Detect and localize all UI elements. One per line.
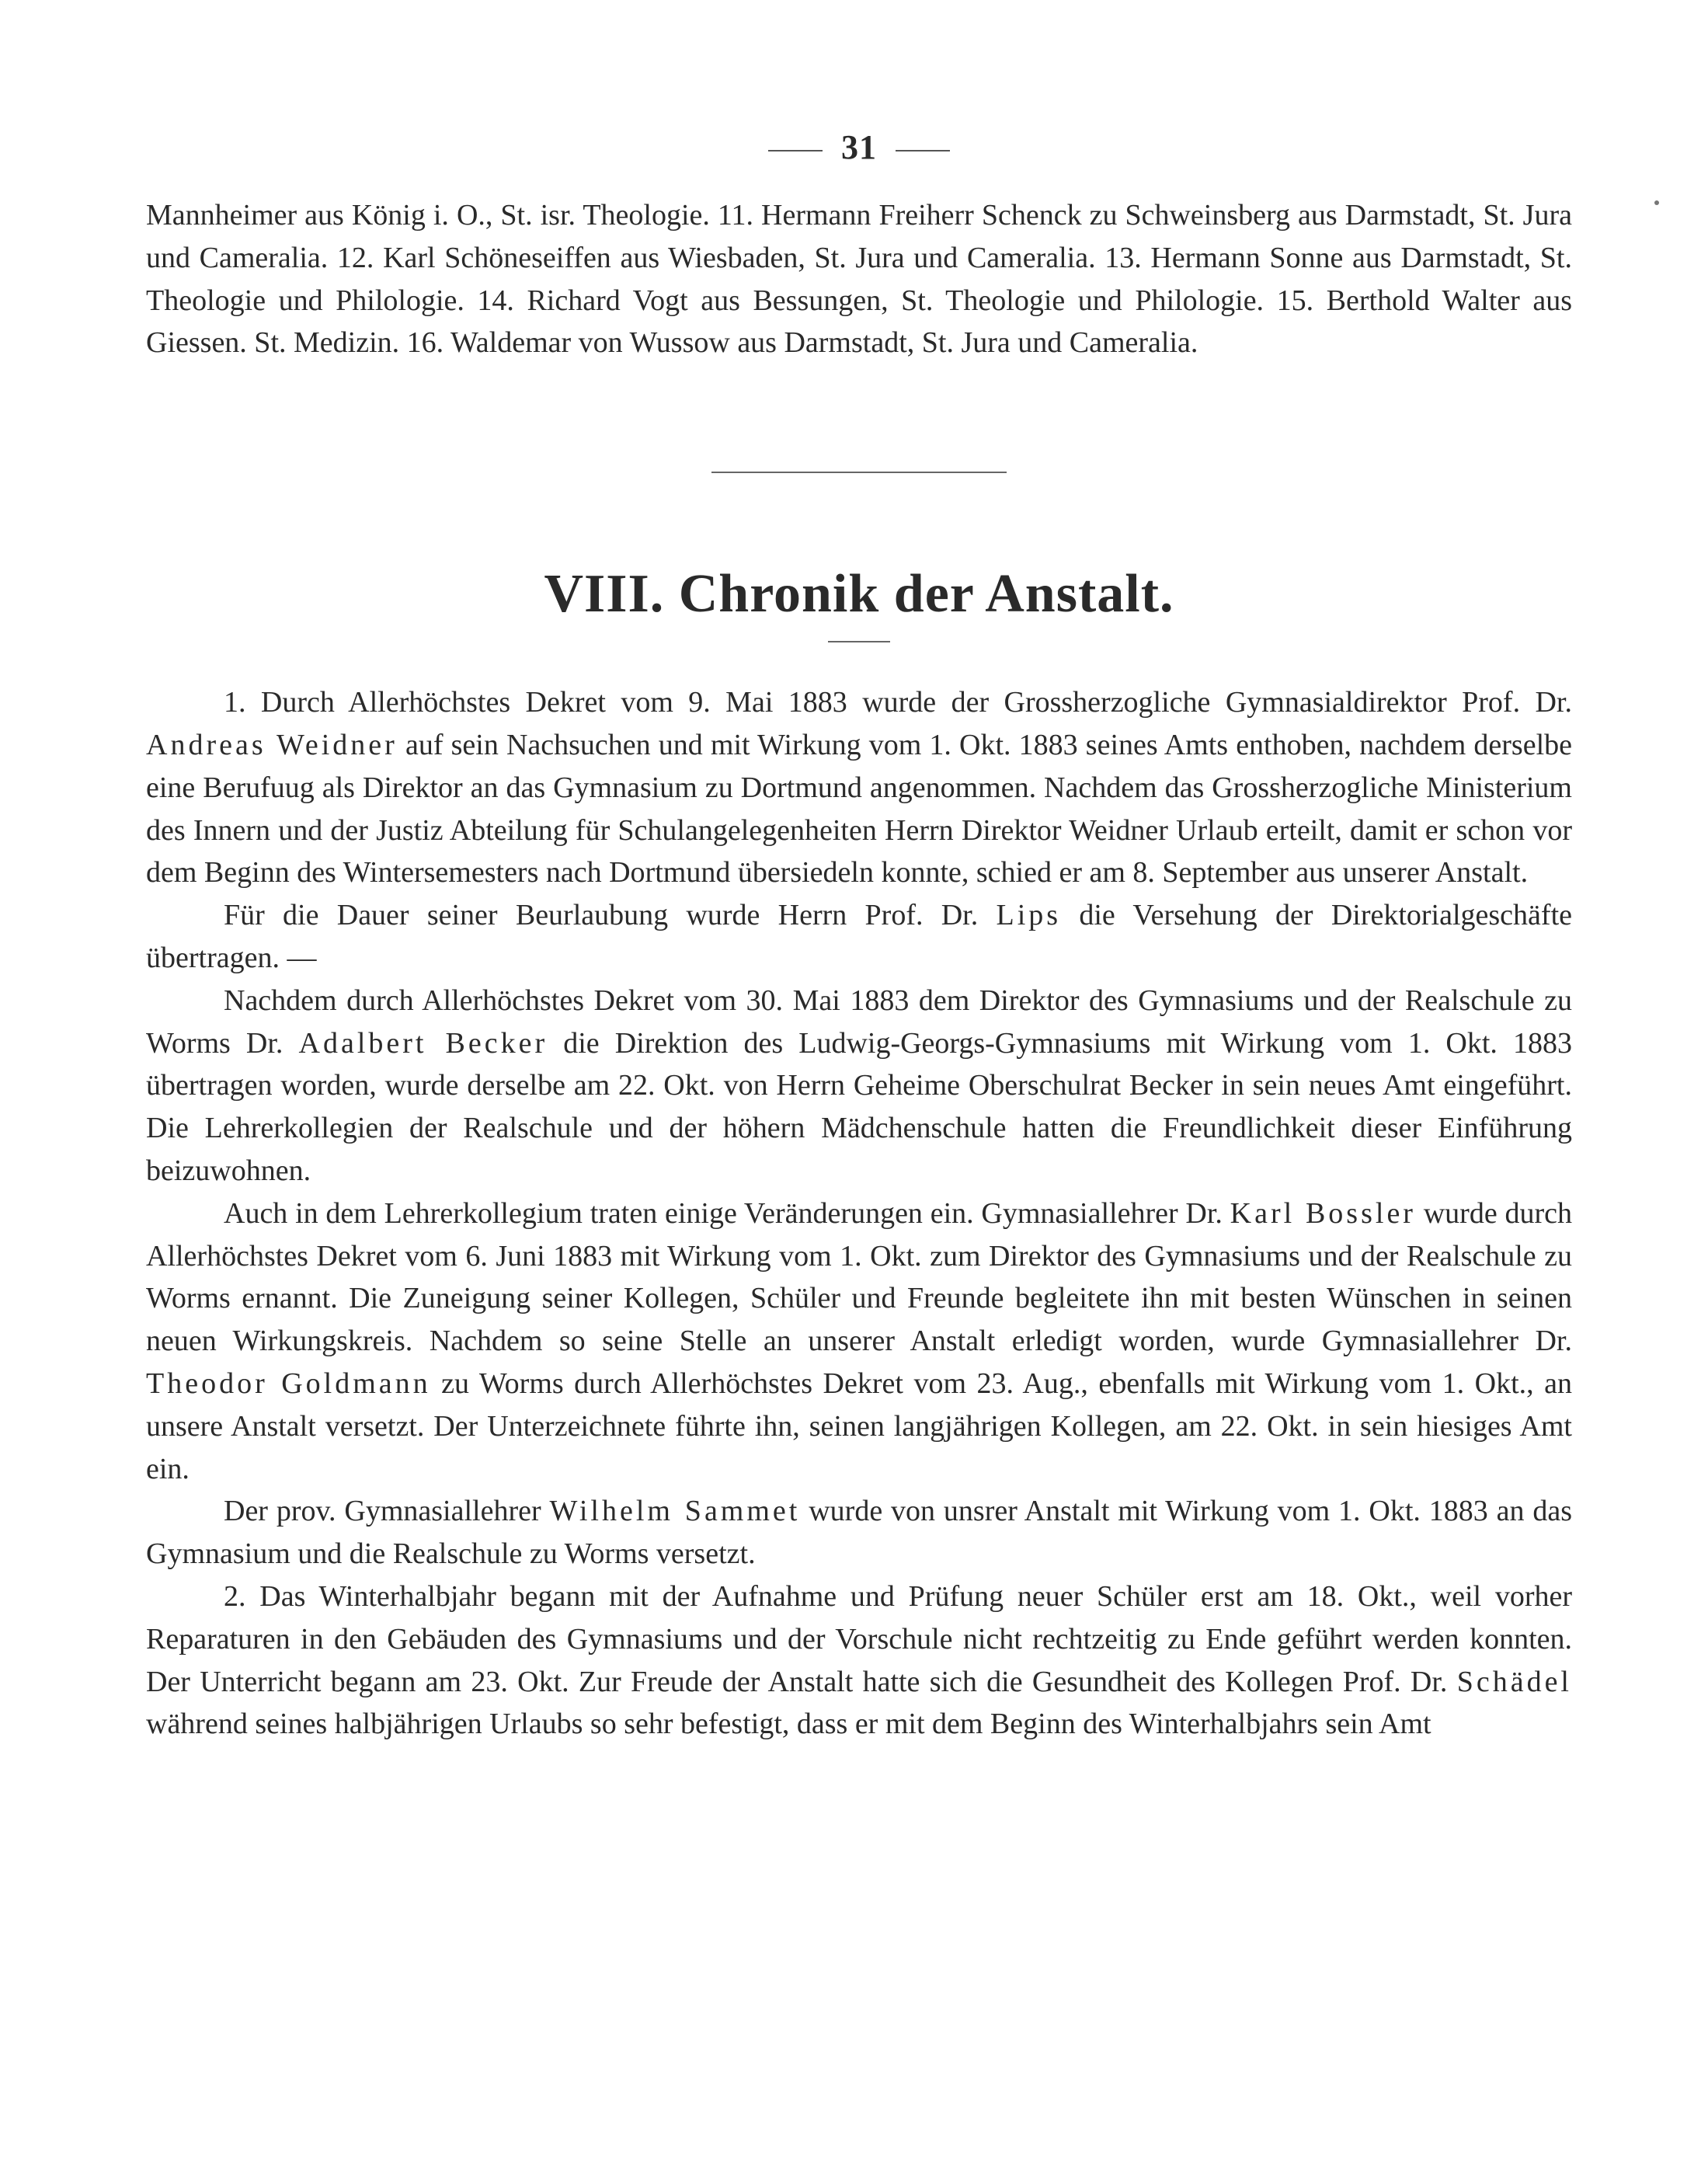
- paragraph-text: auf sein Nachsuchen und mit Wirkung vom 1. Okt. 1883 seines Amts enthoben, nachdem derselbe eine Berufuug als Direktor an das Gymnasium zu Dortmund angenommen. Nachdem das Grossherzogliche Ministerium des Innern und der Justiz Abteilung für Schulangelegenheiten Herrn Direktor Weidner Urlaub erteilt, damit er schon vor dem Beginn des Wintersemesters nach Dortmund übersiedeln konnte, schied er am 8. September aus unserer Anstalt.: [146, 728, 1572, 890]
- person-name: Andreas Weidner: [146, 728, 398, 761]
- paragraph-text: 2. Das Winterhalbjahr begann mit der Aufnahme und Prüfung neuer Schüler erst am 18. Okt., weil vorher Reparaturen in den Gebäuden des Gymnasiums und der Vorschule nicht rechtzeitig zu Ende geführt werden konnten. Der Unterricht begann am 23. Okt. Zur Freude der Anstalt hatte sich die Gesundheit des Kollegen Prof. Dr.: [146, 1579, 1572, 1698]
- document-page: [146, 124, 1572, 1746]
- person-name: Adalbert Becker: [298, 1026, 548, 1060]
- header-dash-left: [768, 150, 823, 151]
- paragraph-text: Der prov. Gymnasiallehrer: [224, 1495, 550, 1528]
- chronik-paragraph-2: [146, 894, 1572, 980]
- paragraph-text: wurde durch Allerhöchstes Dekret vom 6. Juni 1883 mit Wirkung vom 1. Okt. zum Direktor des Gymnasiums und der Realschule zu Worms ernannt. Die Zuneigung seiner Kollegen, Schüler und Freunde begleitete ihn mit besten Wünschen in seinen neuen Wirkungskreis. Nachdem so seine Stelle an unserer Anstalt erledigt worden, wurde Gymnasiallehrer Dr.: [146, 1196, 1572, 1358]
- person-name: Lips: [996, 899, 1062, 932]
- page-number-header: [146, 124, 1572, 171]
- scan-speck: [1654, 200, 1659, 205]
- paragraph-text: die Versehung der Direktorialgeschäfte übertragen. —: [146, 899, 1572, 974]
- page-number: 31: [841, 128, 877, 166]
- paragraph-text: wurde von unsrer Anstalt mit Wirkung vom 1. Okt. 1883 an das Gymnasium und die Realschule zu Worms versetzt.: [146, 1495, 1572, 1571]
- intro-paragraph: Mannheimer aus König i. O., St. isr. Theologie. 11. Hermann Freiherr Schenck zu Schweinsberg aus Darmstadt, St. Jura und Cameralia. 12. Karl Schöneseiffen aus Wiesbaden, St. Jura und Cameralia. 13. Hermann Sonne aus Darmstadt, St. Theologie und Philologie. 14. Richard Vogt aus Bessungen, St. Theologie und Philologie. 15. Berthold Walter aus Giessen. St. Medizin. 16. Waldemar von Wussow aus Darmstadt, St. Jura und Cameralia.: [146, 199, 1572, 360]
- paragraph-text: 1. Durch Allerhöchstes Dekret vom 9. Mai 1883 wurde der Grossherzogliche Gymnasialdirektor Prof. Dr.: [224, 686, 1572, 719]
- section-divider-rule: [711, 472, 1007, 473]
- chronik-paragraph-5: [146, 1490, 1572, 1575]
- header-dash-right: [896, 150, 950, 151]
- paragraph-text: während seines halbjährigen Urlaubs so sehr befestigt, dass er mit dem Beginn des Winterhalbjahrs sein Amt: [146, 1708, 1431, 1741]
- chronik-paragraph-1: [146, 681, 1572, 894]
- paragraph-text: zu Worms durch Allerhöchstes Dekret vom 23. Aug., ebenfalls mit Wirkung vom 1. Okt., an unsere Anstalt versetzt. Der Unterzeichnete führte ihn, seinen langjährigen Kollegen, am 22. Okt. in sein hiesiges Amt ein.: [146, 1367, 1572, 1485]
- person-name: Theodor Goldmann: [146, 1367, 431, 1400]
- chronik-paragraph-6: [146, 1575, 1572, 1746]
- person-name: Schädel: [1456, 1665, 1572, 1698]
- paragraph-text: Auch in dem Lehrerkollegium traten einige Veränderungen ein. Gymnasiallehrer Dr.: [224, 1196, 1230, 1230]
- person-name: Karl Bossler: [1230, 1196, 1416, 1230]
- paragraph-text: Nachdem durch Allerhöchstes Dekret vom 30. Mai 1883 dem Direktor des Gymnasiums und der Realschule zu Worms Dr.: [146, 984, 1572, 1060]
- chronik-paragraph-3: [146, 980, 1572, 1192]
- chronik-paragraph-4: [146, 1192, 1572, 1491]
- title-underline-rule: [828, 641, 890, 642]
- person-name: Wilhelm Sammet: [549, 1495, 801, 1528]
- paragraph-text: die Direktion des Ludwig-Georgs-Gymnasiums mit Wirkung vom 1. Okt. 1883 übertragen worden, wurde derselbe am 22. Okt. von Herrn Geheime Oberschulrat Becker in sein neues Amt eingeführt. Die Lehrerkollegien der Realschule und der höhern Mädchenschule hatten die Freundlichkeit dieser Einführung beizuwohnen.: [146, 1026, 1573, 1187]
- paragraph-text: Für die Dauer seiner Beurlaubung wurde Herrn Prof. Dr.: [224, 899, 997, 932]
- section-title: VIII. Chronik der Anstalt.: [544, 564, 1174, 625]
